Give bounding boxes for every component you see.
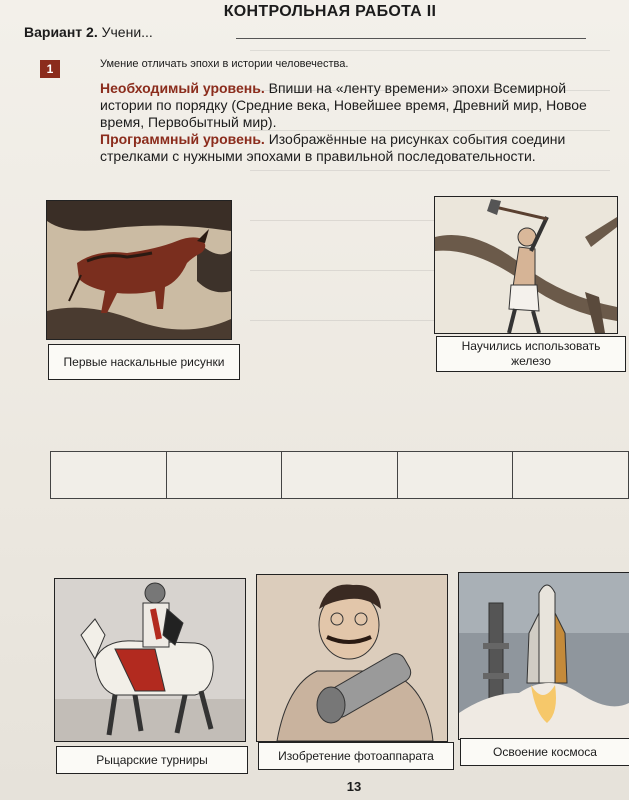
page-number: 13 (346, 779, 362, 794)
basic-level-text: Впиши на «ленту времени» эпохи Всемирной истории по порядку (Средние века, Новейшее время, Древний мир, Новое время, Первобытный мир). (100, 80, 587, 130)
space-image (458, 572, 629, 740)
iron-axe-image (434, 196, 618, 334)
cave-painting-image (46, 200, 232, 340)
timeline-cell[interactable] (397, 451, 514, 499)
knight-image (54, 578, 246, 742)
variant-line (24, 24, 153, 40)
task-topic: Умение отличать эпохи в истории человечества. (100, 58, 349, 70)
timeline-ribbon (50, 451, 628, 499)
timeline-cell[interactable] (281, 451, 398, 499)
caption-space: Освоение космоса (460, 738, 629, 766)
caption-camera: Изобретение фотоаппарата (258, 742, 454, 770)
student-name-field[interactable] (236, 38, 586, 39)
caption-iron-axe: Научились использовать железо (436, 336, 626, 372)
caption-cave-painting: Первые наскальные рисунки (48, 344, 240, 380)
task-instructions (100, 80, 620, 165)
camera-image (256, 574, 448, 742)
timeline-cell[interactable] (50, 451, 167, 499)
timeline-cell[interactable] (512, 451, 629, 499)
task-number-badge: 1 (40, 60, 60, 78)
basic-level-label: Необходимый уровень. (100, 80, 265, 96)
program-level-text: Изображённые на рисунках события соедини стрелками с нужными эпохами в правильной последовательности. (100, 131, 566, 164)
caption-knight: Рыцарские турниры (56, 746, 248, 774)
variant-label: Вариант 2. (24, 24, 98, 40)
program-level-label: Программный уровень. (100, 131, 265, 147)
student-label: Учени... (101, 24, 153, 40)
timeline-cell[interactable] (166, 451, 283, 499)
page-title: КОНТРОЛЬНАЯ РАБОТА II (223, 3, 437, 20)
